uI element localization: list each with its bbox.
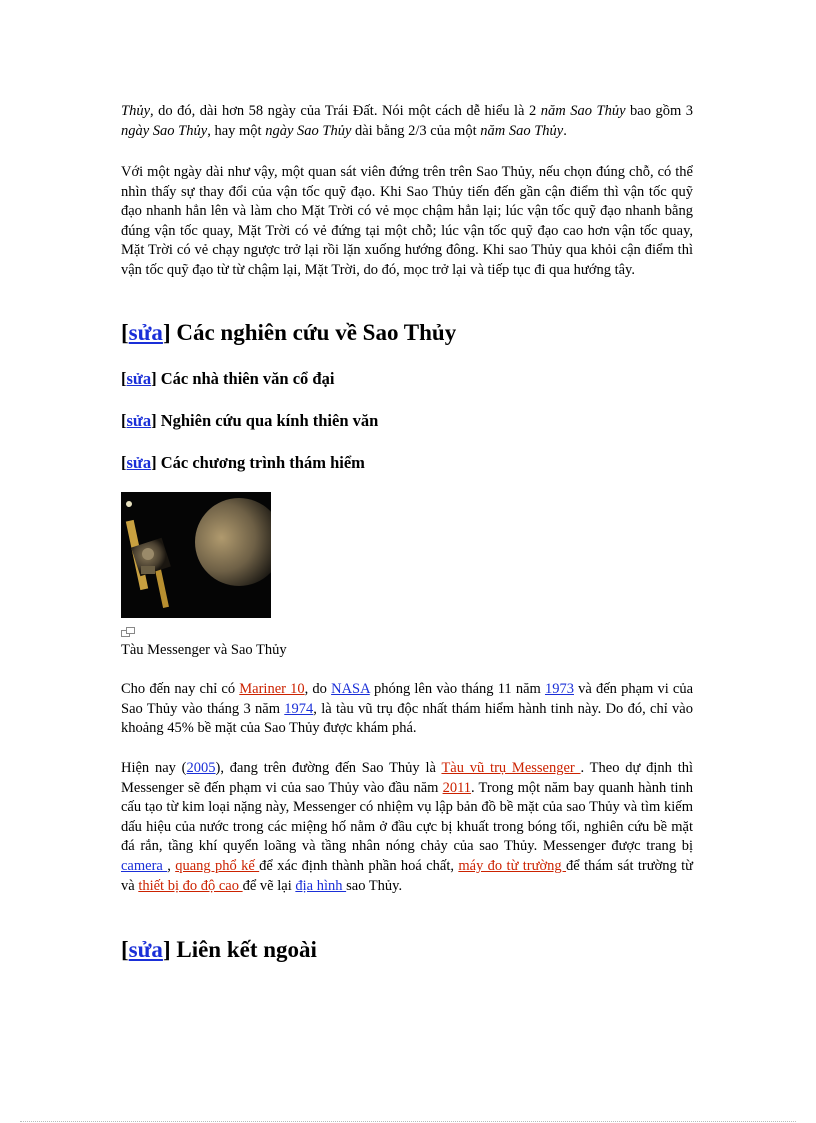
- link-camera[interactable]: camera: [121, 857, 168, 874]
- messenger-image[interactable]: [121, 492, 271, 618]
- heading-external-links: [sửa] Liên kết ngoài: [121, 937, 317, 962]
- missions-paragraph-2: Hiện nay (2005), đang trên đường đến Sao Thủy là Tàu vũ trụ Messenger . Theo dự định thì Messenger sẽ đến phạm vi của sao Thủy vào đầu năm 2011. Trong một năm bay quanh hành tinh cấu tạo từ kim loại nặng này, Messenger có nhiệm vụ lập bản đồ bề mặt của sao Thủy và tìm kiếm dấu hiệu của nước trong các miệng hố nằm ở đầu cực bị khuất trong bóng tối, nghiên cứu bề mặt đá rắn, tầng khí quyển loãng và tầng nhân nóng chảy của sao Thủy. Messenger được trang bị camera , quang phổ kế để xác định thành phần hoá chất, máy đo từ trường để thám sát trường từ và thiết bị đo độ cao để vẽ lại địa hình sao Thủy.: [121, 760, 694, 894]
- heading-research: [sửa] Các nghiên cứu về Sao Thủy: [121, 320, 457, 345]
- term-thuy: Thủy: [121, 103, 150, 119]
- edit-section-link[interactable]: [sửa]: [121, 937, 171, 962]
- heading-telescope-research: [sửa] Nghiên cứu qua kính thiên văn: [121, 411, 379, 430]
- missions-paragraph-1: Cho đến nay chỉ có Mariner 10, do NASA phóng lên vào tháng 11 năm 1973 và đến phạm vi của Sao Thủy vào tháng 3 năm 1974, là tàu vũ trụ độc nhất thám hiểm hành tinh này. Do đó, chỉ vào khoảng 45% bề mặt của Sao Thủy được khám phá.: [121, 681, 694, 737]
- heading-ancient-astronomers: [sửa] Các nhà thiên văn cổ đại: [121, 369, 335, 388]
- link-magnetometer[interactable]: máy đo từ trường: [458, 857, 567, 874]
- link-1973[interactable]: 1973: [544, 681, 574, 697]
- link-messenger[interactable]: Tàu vũ trụ Messenger: [441, 760, 581, 776]
- magnify-icon[interactable]: [121, 627, 135, 638]
- link-topography[interactable]: địa hình: [295, 877, 347, 894]
- edit-section-link[interactable]: [sửa]: [121, 411, 157, 430]
- image-caption: Tàu Messenger và Sao Thủy: [121, 642, 287, 658]
- link-2011[interactable]: 2011: [442, 779, 472, 796]
- intro-paragraph-2: Với một ngày dài như vậy, một quan sát viên đứng trên trên Sao Thủy, nếu chọn đúng chỗ, có thể nhìn thấy sự thay đổi của vận tốc quỹ đạo. Khi Sao Thủy tiến đến gần cận điểm thì vận tốc quỹ đạo nhanh hẳn lên và làm cho Mặt Trời có vẻ mọc chậm hẳn lại; lúc vận tốc quỹ đạo nhanh bằng đúng vận tốc quay, Mặt Trời có vẻ đứng tại một chỗ; lúc vận tốc quỹ đạo cao hơn vận tốc quay, Mặt Trời có vẻ chạy ngược trở lại rồi lặn xuống hướng đông. Khi sao Thủy qua khỏi cận điểm thì vận tốc quỹ đạo từ từ chậm lại, Mặt Trời, do đó, mọc trở lại và tiếp tục đi qua hướng tây.: [121, 164, 693, 278]
- edit-section-link[interactable]: [sửa]: [121, 453, 157, 472]
- link-1974[interactable]: 1974: [284, 700, 314, 717]
- link-mariner-10[interactable]: Mariner 10: [239, 681, 305, 697]
- link-2005[interactable]: 2005: [186, 760, 216, 776]
- link-nasa[interactable]: NASA: [331, 681, 370, 697]
- messenger-mercury-illustration: [121, 492, 271, 618]
- edit-section-link[interactable]: [sửa]: [121, 369, 157, 388]
- link-altimeter[interactable]: thiết bị đo độ cao: [138, 877, 243, 894]
- page-bottom-border: [20, 1121, 796, 1122]
- link-spectrometer[interactable]: quang phổ kế: [175, 857, 260, 874]
- edit-section-link[interactable]: [sửa]: [121, 320, 171, 345]
- intro-paragraph-1: Thủy, do đó, dài hơn 58 ngày của Trái Đất. Nói một cách dễ hiểu là 2 năm Sao Thủy bao gồm 3 ngày Sao Thủy, hay một ngày Sao Thủy dài bằng 2/3 của một năm Sao Thủy.: [121, 103, 694, 139]
- heading-exploration-missions: [sửa] Các chương trình thám hiểm: [121, 453, 365, 472]
